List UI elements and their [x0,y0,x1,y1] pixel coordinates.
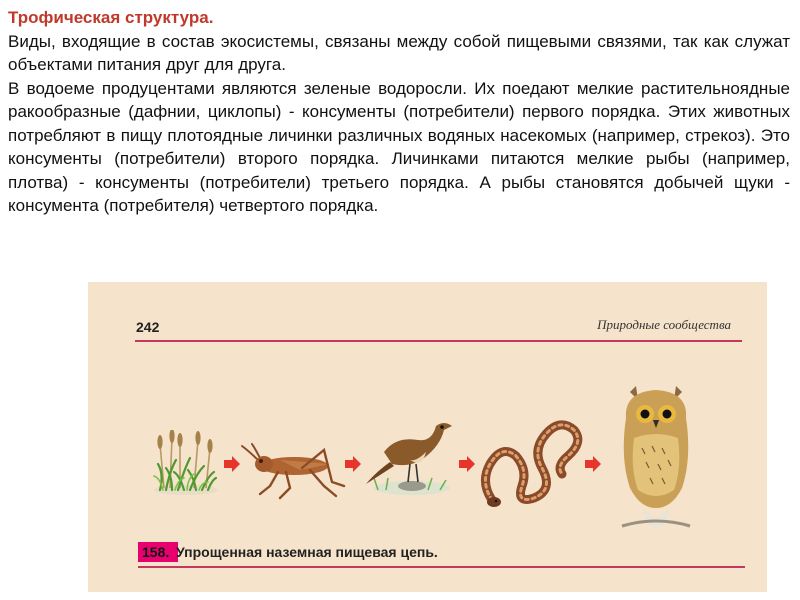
caption-rule [138,566,745,568]
running-header: Природные сообщества [597,317,731,332]
snake-icon [476,412,586,517]
textbook-illustration [88,282,767,592]
chain-arrow-icon [345,456,361,477]
chain-arrow-icon [224,456,240,477]
page-number: 242 [136,319,160,335]
header-rule [135,340,742,342]
grass-icon [150,430,222,501]
owl-icon [616,378,696,533]
caption-text: Упрощенная наземная пищевая цепь. [176,544,438,560]
bird-icon [366,412,456,503]
chain-arrow-icon [459,456,475,477]
section-heading: Трофическая структура. [8,8,214,27]
paragraph-water-chain: В водоеме продуцентами являются зеленые водоросли. Их поедают мелкие растительноядные ракообразные (дафнии, циклопы) - консументы (потребители) первого порядка. Этих животных потребляют в пищу плотоядные личинки различных водяных насекомых (например, стрекоз). Это консументы (потребители) второго порядка. Личинками питаются мелкие рыбы (например, плотва) - консументы (потребители) третьего порядка. А рыбы становятся добычей щуки - консумента (потребителя) четвертого порядка. [8,78,790,215]
grasshopper-icon [240,442,350,507]
figure-number: 158. [138,542,178,562]
chain-arrow-icon [585,456,601,477]
paragraph-intro: Виды, входящие в состав экосистемы, связаны между собой пищевыми связями, так как служат объектами питания друг для друга. [8,31,790,74]
text-block [8,6,790,218]
